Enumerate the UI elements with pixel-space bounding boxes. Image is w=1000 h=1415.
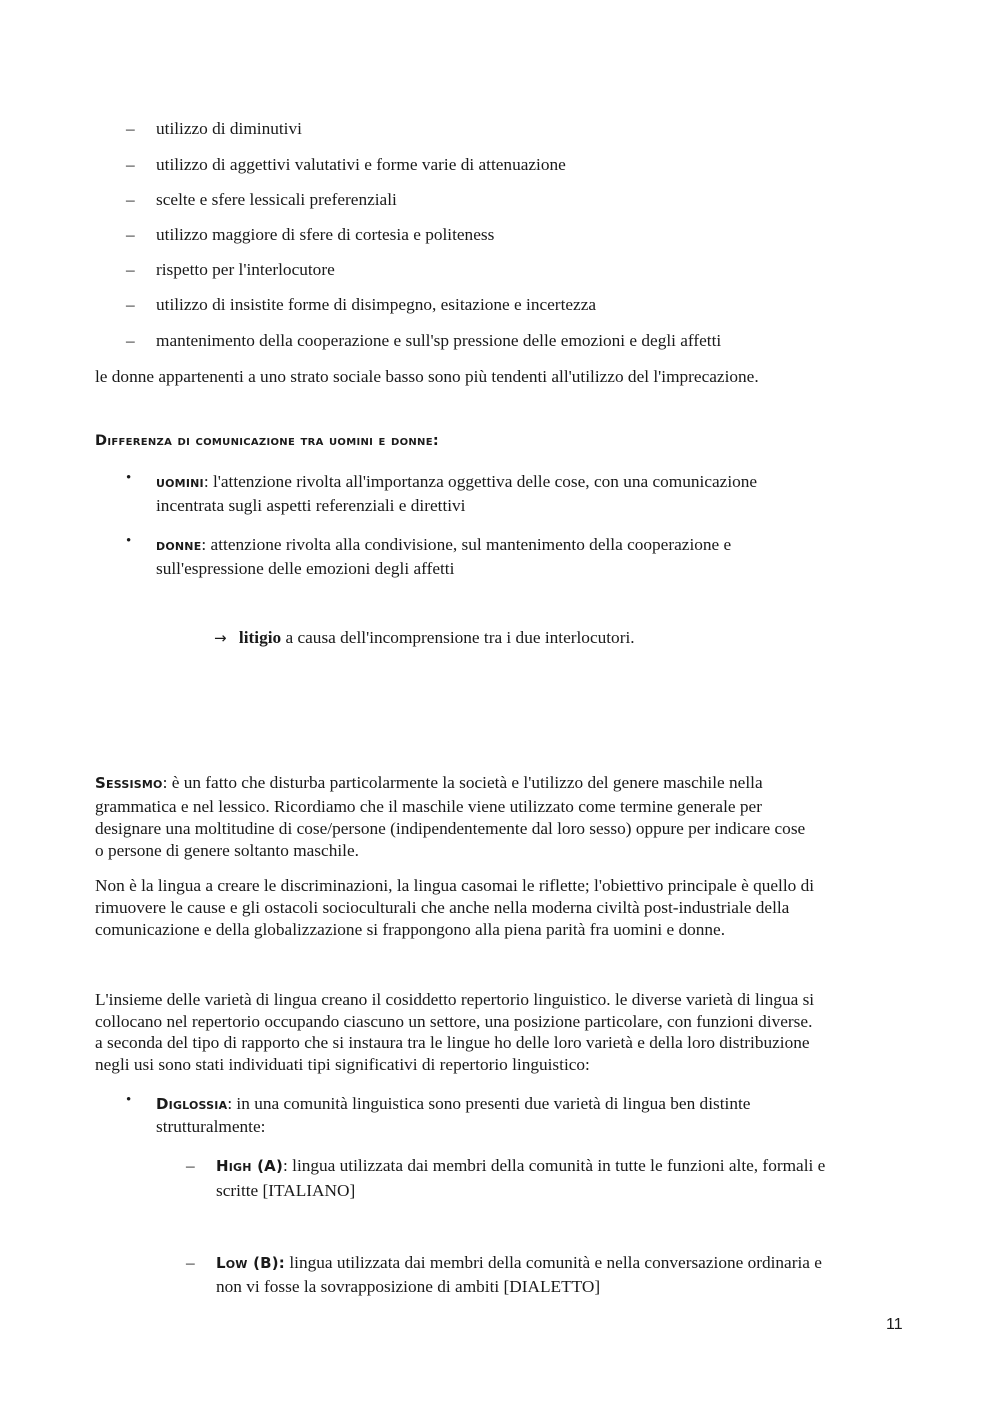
paragraph-text: designare una moltitudine di cose/persone (indipendentemente dal loro sesso) oppure per indicare cose <box>95 819 806 838</box>
dash-marker: – <box>126 119 135 138</box>
bullet-text: strutturalmente: <box>156 1117 266 1136</box>
dash-marker: – <box>126 295 135 314</box>
bullet-marker: • <box>126 1092 132 1108</box>
term-label: uomini <box>156 473 204 491</box>
bullet-marker: • <box>126 470 132 486</box>
paragraph-text: : è un fatto che disturba particolarmente la società e l'utilizzo del genere maschile nella <box>162 773 763 792</box>
paragraph-text: a seconda del tipo di rapporto che si instaura tra le lingue ho delle loro varietà e della loro distribuzione <box>95 1033 810 1052</box>
list-item-text: utilizzo di insistite forme di disimpegno, esitazione e incertezza <box>156 295 597 314</box>
section-heading: Differenza di comunicazione tra uomini e donne: <box>95 433 439 449</box>
paragraph-text: L'insieme delle varietà di lingua creano il cosiddetto repertorio linguistico. le diverse varietà di lingua si <box>95 990 815 1009</box>
bullet-text: incentrata sugli aspetti referenziali e direttivi <box>156 496 466 515</box>
bullet-text: sull'espressione delle emozioni degli affetti <box>156 559 455 578</box>
arrow-right-icon: → <box>214 629 227 647</box>
list-item-text: rispetto per l'interlocutore <box>156 260 335 279</box>
term-label: Low (B): <box>216 1254 286 1272</box>
term-label: donne <box>156 536 202 554</box>
sub-item-text: lingua utilizzata dai membri della comunità e nella conversazione ordinaria e <box>285 1253 822 1272</box>
sub-item-text: non vi fosse la sovrapposizione di ambiti [DIALETTO] <box>216 1277 601 1296</box>
arrow-note <box>214 627 635 649</box>
paragraph-text: rimuovere le cause e gli ostacoli socioculturali che anche nella moderna civiltà post-industriale della <box>95 898 790 917</box>
term-label: Diglossia <box>156 1095 228 1113</box>
dash-marker: – <box>126 225 135 244</box>
page-number: 11 <box>886 1316 903 1333</box>
bullet-text: : l'attenzione rivolta all'importanza oggettiva delle cose, con una comunicazione <box>203 472 758 491</box>
paragraph-text: collocano nel repertorio occupando ciascuno un settore, una posizione particolare, con funzioni diverse. <box>95 1012 813 1031</box>
bullet-marker: • <box>126 533 132 549</box>
paragraph: le donne appartenenti a uno strato sociale basso sono più tendenti all'utilizzo del l'imprecazione. <box>95 367 759 386</box>
sub-item-text: : lingua utilizzata dai membri della comunità in tutte le funzioni alte, formali e <box>283 1156 826 1175</box>
arrow-note-text: a causa dell'incomprensione tra i due interlocutori. <box>281 628 635 647</box>
bold-term: litigio <box>238 628 282 647</box>
sub-item-text: scritte [ITALIANO] <box>216 1181 356 1200</box>
paragraph-text: grammatica e nel lessico. Ricordiamo che il maschile viene utilizzato come termine generale per <box>95 797 762 816</box>
paragraph-text: negli usi sono stati individuati tipi significativi di repertorio linguistico: <box>95 1055 590 1074</box>
bullet-text: : attenzione rivolta alla condivisione, sul mantenimento della cooperazione e <box>201 535 732 554</box>
list-item-text: utilizzo maggiore di sfere di cortesia e politeness <box>156 225 495 244</box>
bullet-text: : in una comunità linguistica sono presenti due varietà di lingua ben distinte <box>227 1094 751 1113</box>
list-item-text: scelte e sfere lessicali preferenziali <box>156 190 397 209</box>
term-label: Sessismo <box>95 774 163 792</box>
list-item-text: utilizzo di diminutivi <box>156 119 302 138</box>
dash-marker: – <box>126 155 135 174</box>
dash-marker: – <box>126 260 135 279</box>
dash-marker: – <box>186 1156 195 1175</box>
paragraph-text: o persone di genere soltanto maschile. <box>95 841 359 860</box>
dash-marker: – <box>126 190 135 209</box>
term-label: High (A) <box>216 1157 284 1175</box>
list-item-text: mantenimento della cooperazione e sull'sp pressione delle emozioni e degli affetti <box>156 331 722 350</box>
paragraph-text: comunicazione e della globalizzazione si frappongono alla piena parità fra uomini e donne. <box>95 920 726 939</box>
dash-marker: – <box>186 1253 195 1272</box>
paragraph-text: Non è la lingua a creare le discriminazioni, la lingua casomai le riflette; l'obiettivo principale è quello di <box>95 876 815 895</box>
dash-marker: – <box>126 331 135 350</box>
list-item-text: utilizzo di aggettivi valutativi e forme varie di attenuazione <box>156 155 566 174</box>
